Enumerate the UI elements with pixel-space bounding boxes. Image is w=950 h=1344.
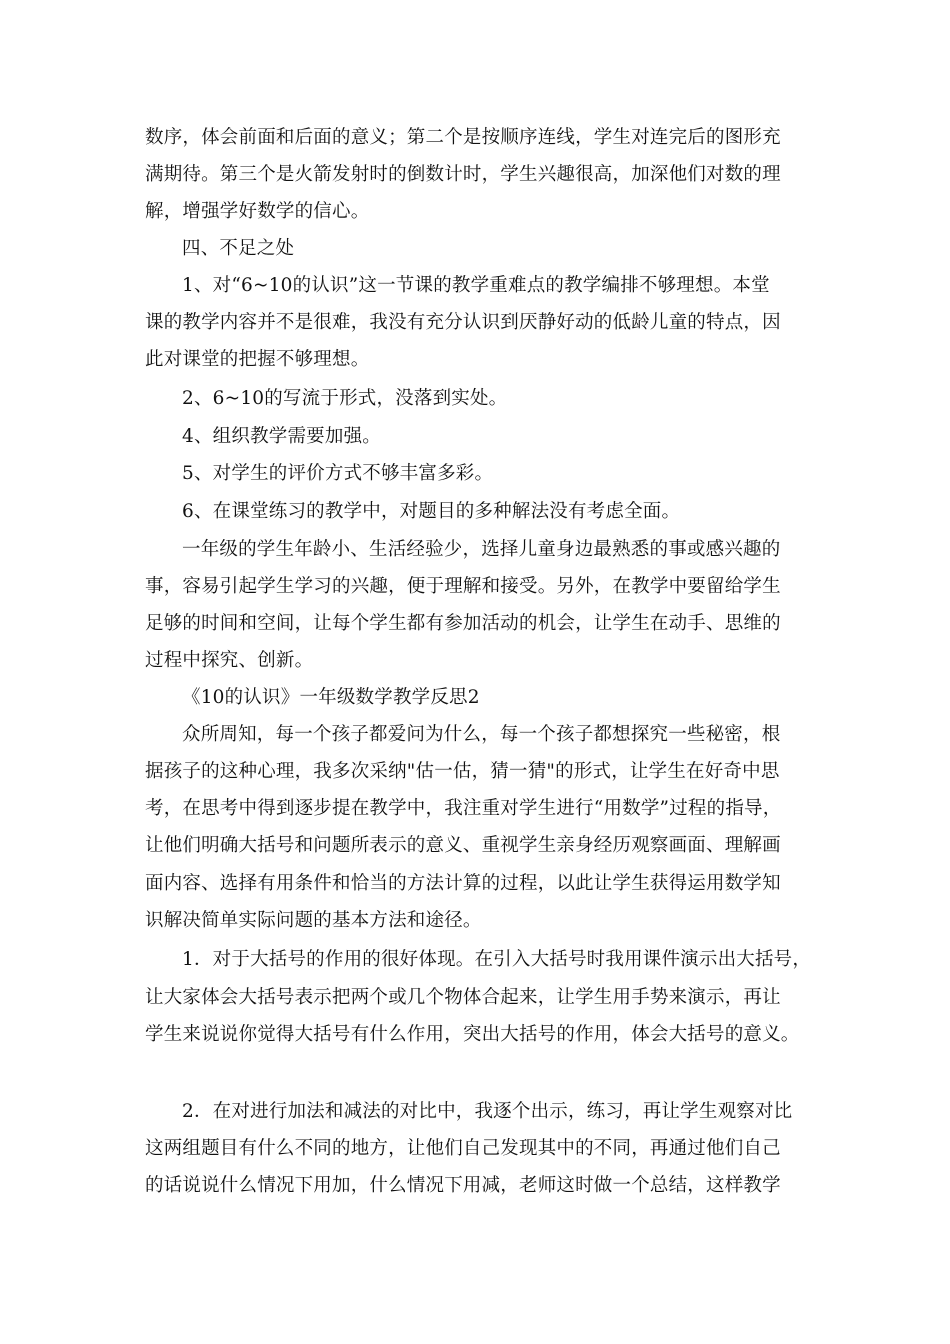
paragraph-line: 2．在对进行加法和减法的对比中，我逐个出示，练习，再让学生观察对比 <box>182 1101 793 1122</box>
paragraph-line: 面内容、选择有用条件和恰当的方法计算的过程，以此让学生获得运用数学知 <box>145 873 781 894</box>
paragraph-line: 据孩子的这种心理，我多次采纳"估一估，猜一猜"的形式，让学生在好奇中思 <box>145 761 780 782</box>
list-item: 5、对学生的评价方式不够丰富多彩。 <box>182 463 494 484</box>
paragraph-line: 足够的时间和空间，让每个学生都有参加活动的机会，让学生在动手、思维的 <box>145 613 781 634</box>
paragraph-line: 这两组题目有什么不同的地方，让他们自己发现其中的不同，再通过他们自己 <box>145 1138 781 1159</box>
paragraph-line: 事，容易引起学生学习的兴趣，便于理解和接受。另外，在教学中要留给学生 <box>145 576 781 597</box>
list-item: 4、组织教学需要加强。 <box>182 426 381 447</box>
paragraph-line: 学生来说说你觉得大括号有什么作用，突出大括号的作用，体会大括号的意义。 <box>145 1024 800 1045</box>
paragraph-line: 数序，体会前面和后面的意义；第二个是按顺序连线，学生对连完后的图形充 <box>145 127 781 148</box>
list-item: 6、在课堂练习的教学中，对题目的多种解法没有考虑全面。 <box>182 501 681 522</box>
paragraph-line: 让他们明确大括号和问题所表示的意义、重视学生亲身经历观察画面、理解画 <box>145 835 781 856</box>
list-item: 2、6~10的写流于形式，没落到实处。 <box>182 388 508 409</box>
section-title: 《10的认识》一年级数学教学反思2 <box>182 687 480 708</box>
paragraph-line: 满期待。第三个是火箭发射时的倒数计时，学生兴趣很高，加深他们对数的理 <box>145 164 781 185</box>
paragraph-line: 过程中探究、创新。 <box>145 650 314 671</box>
paragraph-line: 一年级的学生年龄小、生活经验少，选择儿童身边最熟悉的事或感兴趣的 <box>182 539 781 560</box>
paragraph-line: 考，在思考中得到逐步提在教学中，我注重对学生进行“用数学”过程的指导， <box>145 798 782 819</box>
paragraph-line: 解，增强学好数学的信心。 <box>145 201 370 222</box>
paragraph-line: 众所周知，每一个孩子都爱问为什么，每一个孩子都想探究一些秘密，根 <box>182 724 781 745</box>
paragraph-line: 此对课堂的把握不够理想。 <box>145 349 370 370</box>
paragraph-line: 让大家体会大括号表示把两个或几个物体合起来，让学生用手势来演示，再让 <box>145 987 781 1008</box>
paragraph-line: 的话说说什么情况下用加，什么情况下用减，老师这时做一个总结，这样教学 <box>145 1175 781 1196</box>
paragraph-line: 课的教学内容并不是很难，我没有充分认识到厌静好动的低龄儿童的特点，因 <box>145 312 781 333</box>
paragraph-line: 1．对于大括号的作用的很好体现。在引入大括号时我用课件演示出大括号， <box>182 949 812 970</box>
section-heading: 四、不足之处 <box>182 238 295 259</box>
paragraph-line: 识解决简单实际问题的基本方法和途径。 <box>145 910 482 931</box>
paragraph-line: 1、对“6~10的认识”这一节课的教学重难点的教学编排不够理想。本堂 <box>182 275 770 296</box>
